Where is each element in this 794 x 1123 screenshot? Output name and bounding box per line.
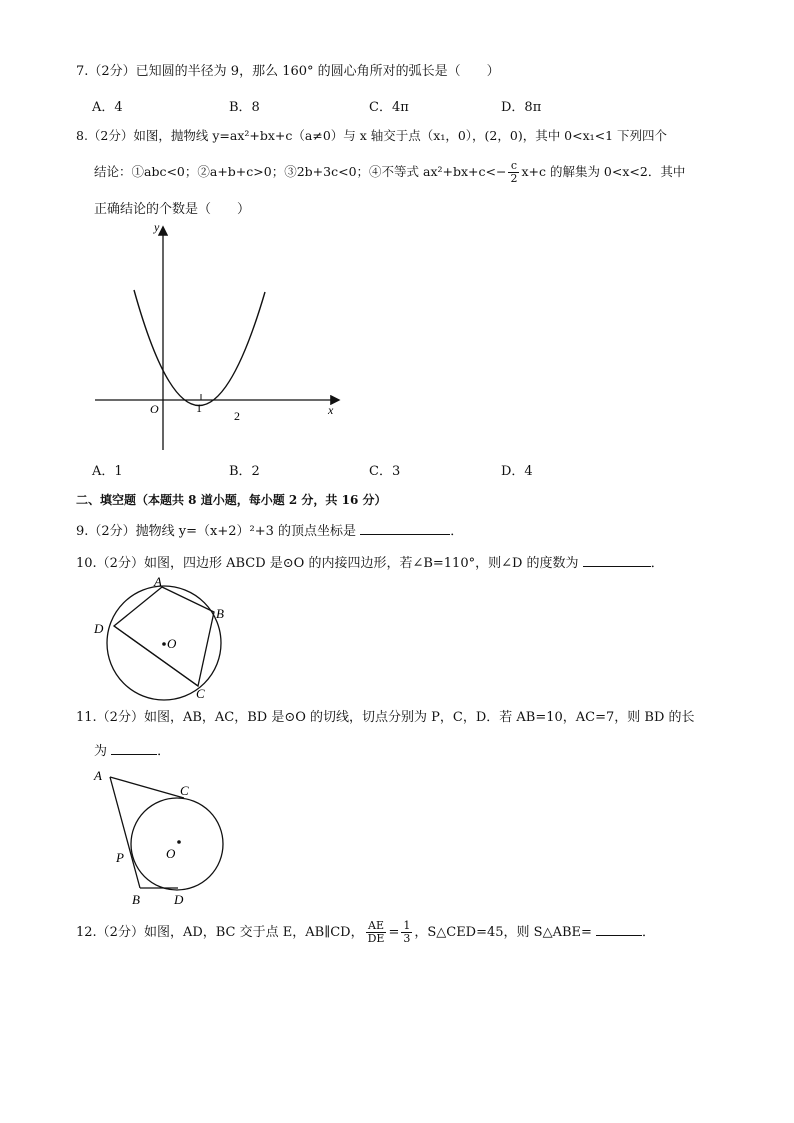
q11-label-a: A [94,768,102,783]
q8-parabola-graph [90,220,350,460]
q11-text2: 为 [94,744,108,759]
q12-fraction-ae-de [366,920,387,945]
q12-fraction-one-third [401,920,412,945]
q10-label-o: O [167,636,177,651]
tick-two-label: 2 [234,409,240,423]
q9-answer-blank [360,520,450,535]
q11-label-p: P [116,850,124,865]
parabola-curve [134,290,265,406]
q7-option-d: D．8π [501,100,542,115]
q12-line [76,920,655,945]
q8-frac-num: c [508,160,519,173]
q10-figure [88,574,238,704]
q12-answer-blank [596,921,642,936]
x-axis-label: x [328,403,334,417]
q8-option-d: D．4 [501,464,533,479]
q8-line2-b: x+c 的解集为 0<x<2．其中 [521,164,686,179]
q12-end: ． [642,925,656,940]
q11-label-c: C [180,783,189,798]
q10-text: 10.（2分）如图，四边形 ABCD 是⊙O 的内接四边形，若∠B=110°，则∠D 的度数为 [76,556,579,571]
q10-label-a: A [154,574,162,589]
section-heading: 二、填空题（本题共 8 道小题，每小题 2 分，共 16 分） [76,493,387,507]
q10-diagonal-dc [114,626,198,686]
q7-text: 7.（2分）已知圆的半径为 9，那么 160° 的圆心角所对的弧长是（ ） [76,64,500,79]
q8-option-c: C．3 [369,464,401,479]
q12-frac2-den: 3 [403,932,411,945]
q8-fraction [508,160,519,185]
q8-line2 [94,160,685,185]
q8-frac-den: 2 [510,172,518,185]
q10-center-dot [162,642,166,646]
q11-label-d: D [174,892,184,907]
origin-label: O [150,402,159,416]
q11-line-ac [110,777,184,798]
q11-line2 [94,740,170,762]
q11-label-b: B [132,892,140,907]
q9-line [76,520,463,542]
q12-text-a: 12.（2分）如图，AD，BC 交于点 E，AB∥CD， [76,925,364,940]
q12-eq: = [388,925,400,940]
q11-label-o: O [166,846,176,861]
q11-center-dot [177,840,181,844]
q8-line3: 正确结论的个数是（ ） [94,202,251,217]
q10-label-b: B [216,606,224,621]
q9-end: ． [450,524,464,539]
q8-option-a: A．1 [92,464,123,479]
q7-option-c: C．4π [369,100,409,115]
q11-figure [88,764,228,909]
y-axis-label: y [154,220,160,234]
q10-line [76,552,664,574]
q11-circle [131,798,223,890]
q12-frac1-den: DE [367,932,385,945]
q7-option-a: A．4 [92,100,123,115]
q8-line2-a: 结论：①abc<0；②a+b+c>0；③2b+3c<0；④不等式 ax²+bx+c<− [94,164,507,179]
q11-line-ab [110,777,140,888]
q12-text-b: ，S△CED=45，则 S△ABE= [414,925,592,940]
q7-option-b: B．8 [229,100,260,115]
q11-answer-blank [111,740,157,755]
q11-end: ． [157,744,171,759]
q8-line1: 8.（2分）如图，抛物线 y=ax²+bx+c（a≠0）与 x 轴交于点（x₁，0），(2，0)，其中 0<x₁<1 下列四个 [76,128,668,143]
q12-frac2-num: 1 [403,919,411,932]
q10-label-c: C [196,686,205,701]
q9-text: 9.（2分）抛物线 y=（x+2）²+3 的顶点坐标是 [76,524,357,539]
q12-frac1-num: AE [366,920,387,933]
q10-answer-blank [583,552,651,567]
tick-one-label: 1 [196,401,202,415]
q10-label-d: D [94,621,104,636]
q10-end: ． [650,556,664,571]
q8-option-b: B．2 [229,464,260,479]
q11-line1: 11.（2分）如图，AB，AC，BD 是⊙O 的切线，切点分别为 P，C，D．若 AB=10，AC=7，则 BD 的长 [76,710,695,725]
